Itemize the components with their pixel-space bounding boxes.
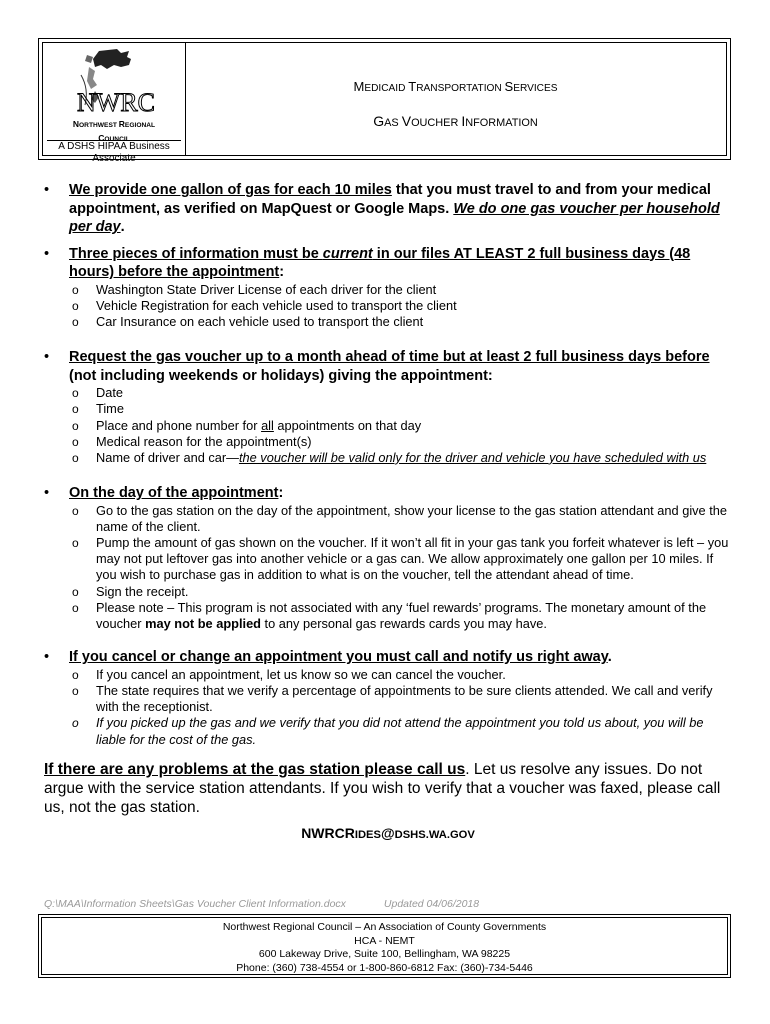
footer-line-hca: HCA - NEMT [354,934,415,947]
footer-line-address: 600 Lakeway Drive, Suite 100, Bellingham, WA 98225 [258,948,511,960]
title-gas-voucher: GAS VOUCHER INFORMATION [373,113,538,129]
list-item: o The state requires that we verify a percentage of appointments to be sure clients attended. We call and verify with the receptionist. [69,683,732,715]
list-item: o If you picked up the gas and we verify that you did not attend the appointment you told us about, you will be liable for the cost of the gas. [69,715,732,747]
title-medicaid: MEDICAID TRANSPORTATION SERVICES [353,79,558,94]
bullet-day-of-appointment: • On the day of the appointment: o Go to the gas station on the day of the appointment, show your license to the gas station attendant and give the name of the client. o Pump the amount of gas shown on the voucher. If it won’t all fit in your gas tank you forfeit whatever is left – you may not put leftover gas into another vehicle or a gas can. We allow approximately one gallon per 10 miles. If you wish to purchase gas in addition to what is on the voucher, tell the attendant ahead of time. o Sign the receipt. o Please note – This program is not associated with any ‘fuel rewards’ programs. The monetary amount of the voucher may not be applied to any personal gas rewards cards you may have. [44,484,732,632]
org-name: NORTHWEST REGIONAL COUNCIL [72,119,156,143]
list-item: o Sign the receipt. [69,584,732,600]
bullet-gallon-rule: • We provide one gallon of gas for each 10 miles that you must travel to and from your medical appointment, as verified on MapQuest or Google Maps. We do one gas voucher per household per day. [44,181,732,237]
nwrc-logo [59,45,169,119]
list-item: o Car Insurance on each vehicle used to transport the client [69,314,732,330]
logo-cell [43,43,186,164]
content [44,181,732,841]
list-item: o Go to the gas station on the day of the appointment, show your license to the gas station attendant and give the name of the client. [69,503,732,535]
list-item: o Pump the amount of gas shown on the voucher. If it won’t all fit in your gas tank you forfeit whatever is left – you may not put leftover gas into another vehicle or a gas can. We allow approximately one gallon per 10 miles. If you wish to purchase gas in addition to what is on the voucher, tell the attendant ahead of time. [69,535,732,584]
header-box [38,38,731,164]
footer-line-org: Northwest Regional Council – An Association of County Governments [222,921,547,933]
list-item: o Vehicle Registration for each vehicle used to transport the client [69,298,732,314]
updated-date: Updated 04/06/2018 [383,898,480,910]
list-item: o Please note – This program is not associated with any ‘fuel rewards’ programs. The monetary amount of the voucher may not be applied to any personal gas rewards cards you may have. [69,600,732,632]
list-item: o Place and phone number for all appointments on that day [69,418,732,434]
list-item: o Date [69,385,732,401]
bullet-three-pieces: • Three pieces of information must be current in our files AT LEAST 2 full business days (48 hours) before the appointment: o Washington State Driver License of each driver for the client o Vehicle Registration for each vehicle used to transport the client o Car Insurance on each vehicle used to transport the client [44,245,732,331]
list-item: o Washington State Driver License of each driver for the client [69,282,732,298]
hipaa-label: A DSHS HIPAA Business Associate [58,141,170,164]
footer-line-phone: Phone: (360) 738-4554 or 1-800-860-6812 Fax: (360)-734-5446 [236,961,533,974]
file-path: Q:\MAA\Information Sheets\Gas Voucher Client Information.docx Updated 04/06/2018 [44,898,480,910]
bullet-request-voucher: • Request the gas voucher up to a month ahead of time but at least 2 full business days before (not including weekends or holidays) giving the appointment: o Date o Time o Place and phone number for all appointments on that day o Medical reason for the appointment(s) o Name of driver and car—the voucher will be valid only for the driver and vehicle you have scheduled with us [44,348,732,466]
list-item: o Name of driver and car—the voucher will be valid only for the driver and vehicle you have scheduled with us [69,450,732,466]
closing-paragraph: If there are any problems at the gas station please call us. Let us resolve any issues. Do not argue with the service station attendants. If you wish to verify that a voucher was faxed, please call us, not the gas station. [44,760,721,816]
svg-text:NWRC: NWRC [77,88,155,117]
list-item: o Time [69,401,732,417]
contact-email: NWRCRIDES@DSHS.WA.GOV [301,824,475,841]
bullet-cancel-change: • If you cancel or change an appointment you must call and notify us right away. o If you cancel an appointment, let us know so we can cancel the voucher. o The state requires that we verify a percentage of appointments to be sure clients attended. We call and verify with the receptionist. o If you picked up the gas and we verify that you did not attend the appointment you told us about, you will be liable for the cost of the gas. [44,648,732,748]
list-item: o Medical reason for the appointment(s) [69,434,732,450]
footer-box [38,914,731,978]
list-item: o If you cancel an appointment, let us know so we can cancel the voucher. [69,667,732,683]
